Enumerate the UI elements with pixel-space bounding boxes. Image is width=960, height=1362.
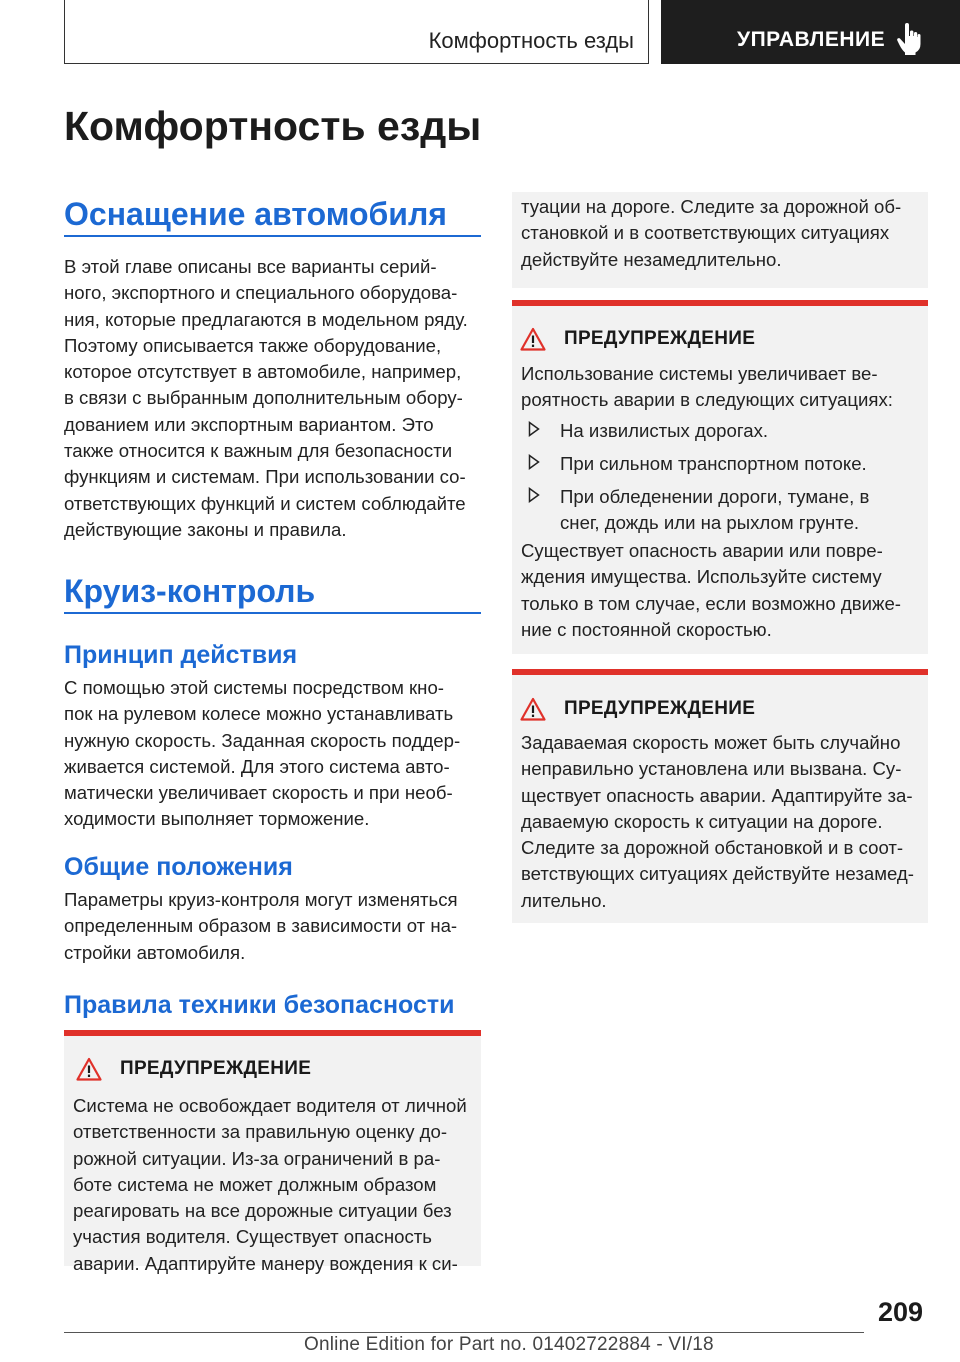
header-chapter-label: УПРАВЛЕНИЕ [737,28,886,51]
warning-triangle-icon [520,697,546,721]
list-item: При обледенении дороги, тумане, в снег, дождь или на рыхлом грунте. [528,484,918,538]
page-title: Комфортность езды [64,103,482,149]
warning-header [520,327,755,351]
warning-title: ПРЕДУПРЕЖДЕНИЕ [564,328,756,349]
warning-triangle-icon [520,327,546,351]
bullet-triangle-icon [528,487,540,503]
section-rule [64,612,481,614]
subheading-general: Общие положения [64,853,293,881]
header-section-label: Комфортность езды [428,28,634,53]
subheading-principle: Принцип действия [64,641,298,669]
page-number: 209 [878,1297,924,1327]
equipment-paragraph: В этой главе описаны все варианты серий- ного, экспортного и специального оборудова- ния, которые предлагаются в модельном ряду. Поэтому описывается также оборудование, которое отсутствует в автомобиле, например, в связи с выбранным дополнительным обору- дованием или экспортным вариантом. Это также относится к важным для безопасности функциям и системам. При использовании со- ответствующих функций и систем соблюдайте действующие законы и правила. [64,256,468,540]
warning-header [520,697,755,721]
hand-pointer-icon [897,23,921,55]
general-paragraph: Параметры круиз-контроля могут изменяться определенным образом в зависимости от на- стройки автомобиля. [64,889,458,963]
warning-2-outro: Существует опасность аварии или повре- ждения имущества. Используйте систему только в том случае, если возможно движе- ние с постоянной скоростью. [521,540,901,640]
list-item: При сильном транспортном потоке. [528,451,918,477]
footer-rule [64,1332,864,1333]
warning-1-continued-text: туации на дороге. Следите за дорожной об- становкой и в соответствующих ситуациях действуйте незамедлительно. [521,196,902,270]
principle-paragraph: С помощью этой системы посредством кно- пок на рулевом колесе можно устанавливать нужную скорость. Заданная скорость поддер- живается системой. Для этого система авто- матически увеличивает скорость и при необ- ходимости выполняет торможение. [64,677,461,830]
warning-3-text: Задаваемая скорость может быть случайно неправильно установлена или вызвана. Су- ществует опасность аварии. Адаптируйте за- даваемую скорость к ситуации на дороге. Следите за дорожной обстановкой и в соот- ветствующих ситуациях действуйте незамед- лительно. [521,732,914,911]
warning-triangle-icon [76,1057,102,1081]
bullet-triangle-icon [528,421,540,437]
header-section-tab [64,0,649,64]
subheading-safety: Правила техники безопасности [64,991,455,1019]
warning-title: ПРЕДУПРЕЖДЕНИЕ [120,1058,312,1079]
section-heading-equipment: Оснащение автомобиля [64,196,447,232]
list-item: На извилистых дорогах. [528,418,918,444]
section-heading-cruise-control: Круиз-контроль [64,573,316,609]
warning-header [76,1057,311,1081]
header-chapter-tab[interactable] [661,0,960,64]
warning-title: ПРЕДУПРЕЖДЕНИЕ [564,698,756,719]
warning-1-text: Система не освобождает водителя от личной ответственности за правильную оценку до- рожной ситуации. Из-за ограничений в ра- боте система не может должным образом реагировать на все дорожные ситуации без участия водителя. Существует опасность аварии. Адаптируйте манеру вождения к си- [73,1095,467,1274]
bullet-triangle-icon [528,454,540,470]
section-rule [64,235,481,237]
warning-2-intro: Использование системы увеличивает ве- роятность аварии в следующих ситуациях: [521,363,893,411]
footer-edition: Online Edition for Part no. 01402722884 - VI/18 [304,1334,714,1355]
